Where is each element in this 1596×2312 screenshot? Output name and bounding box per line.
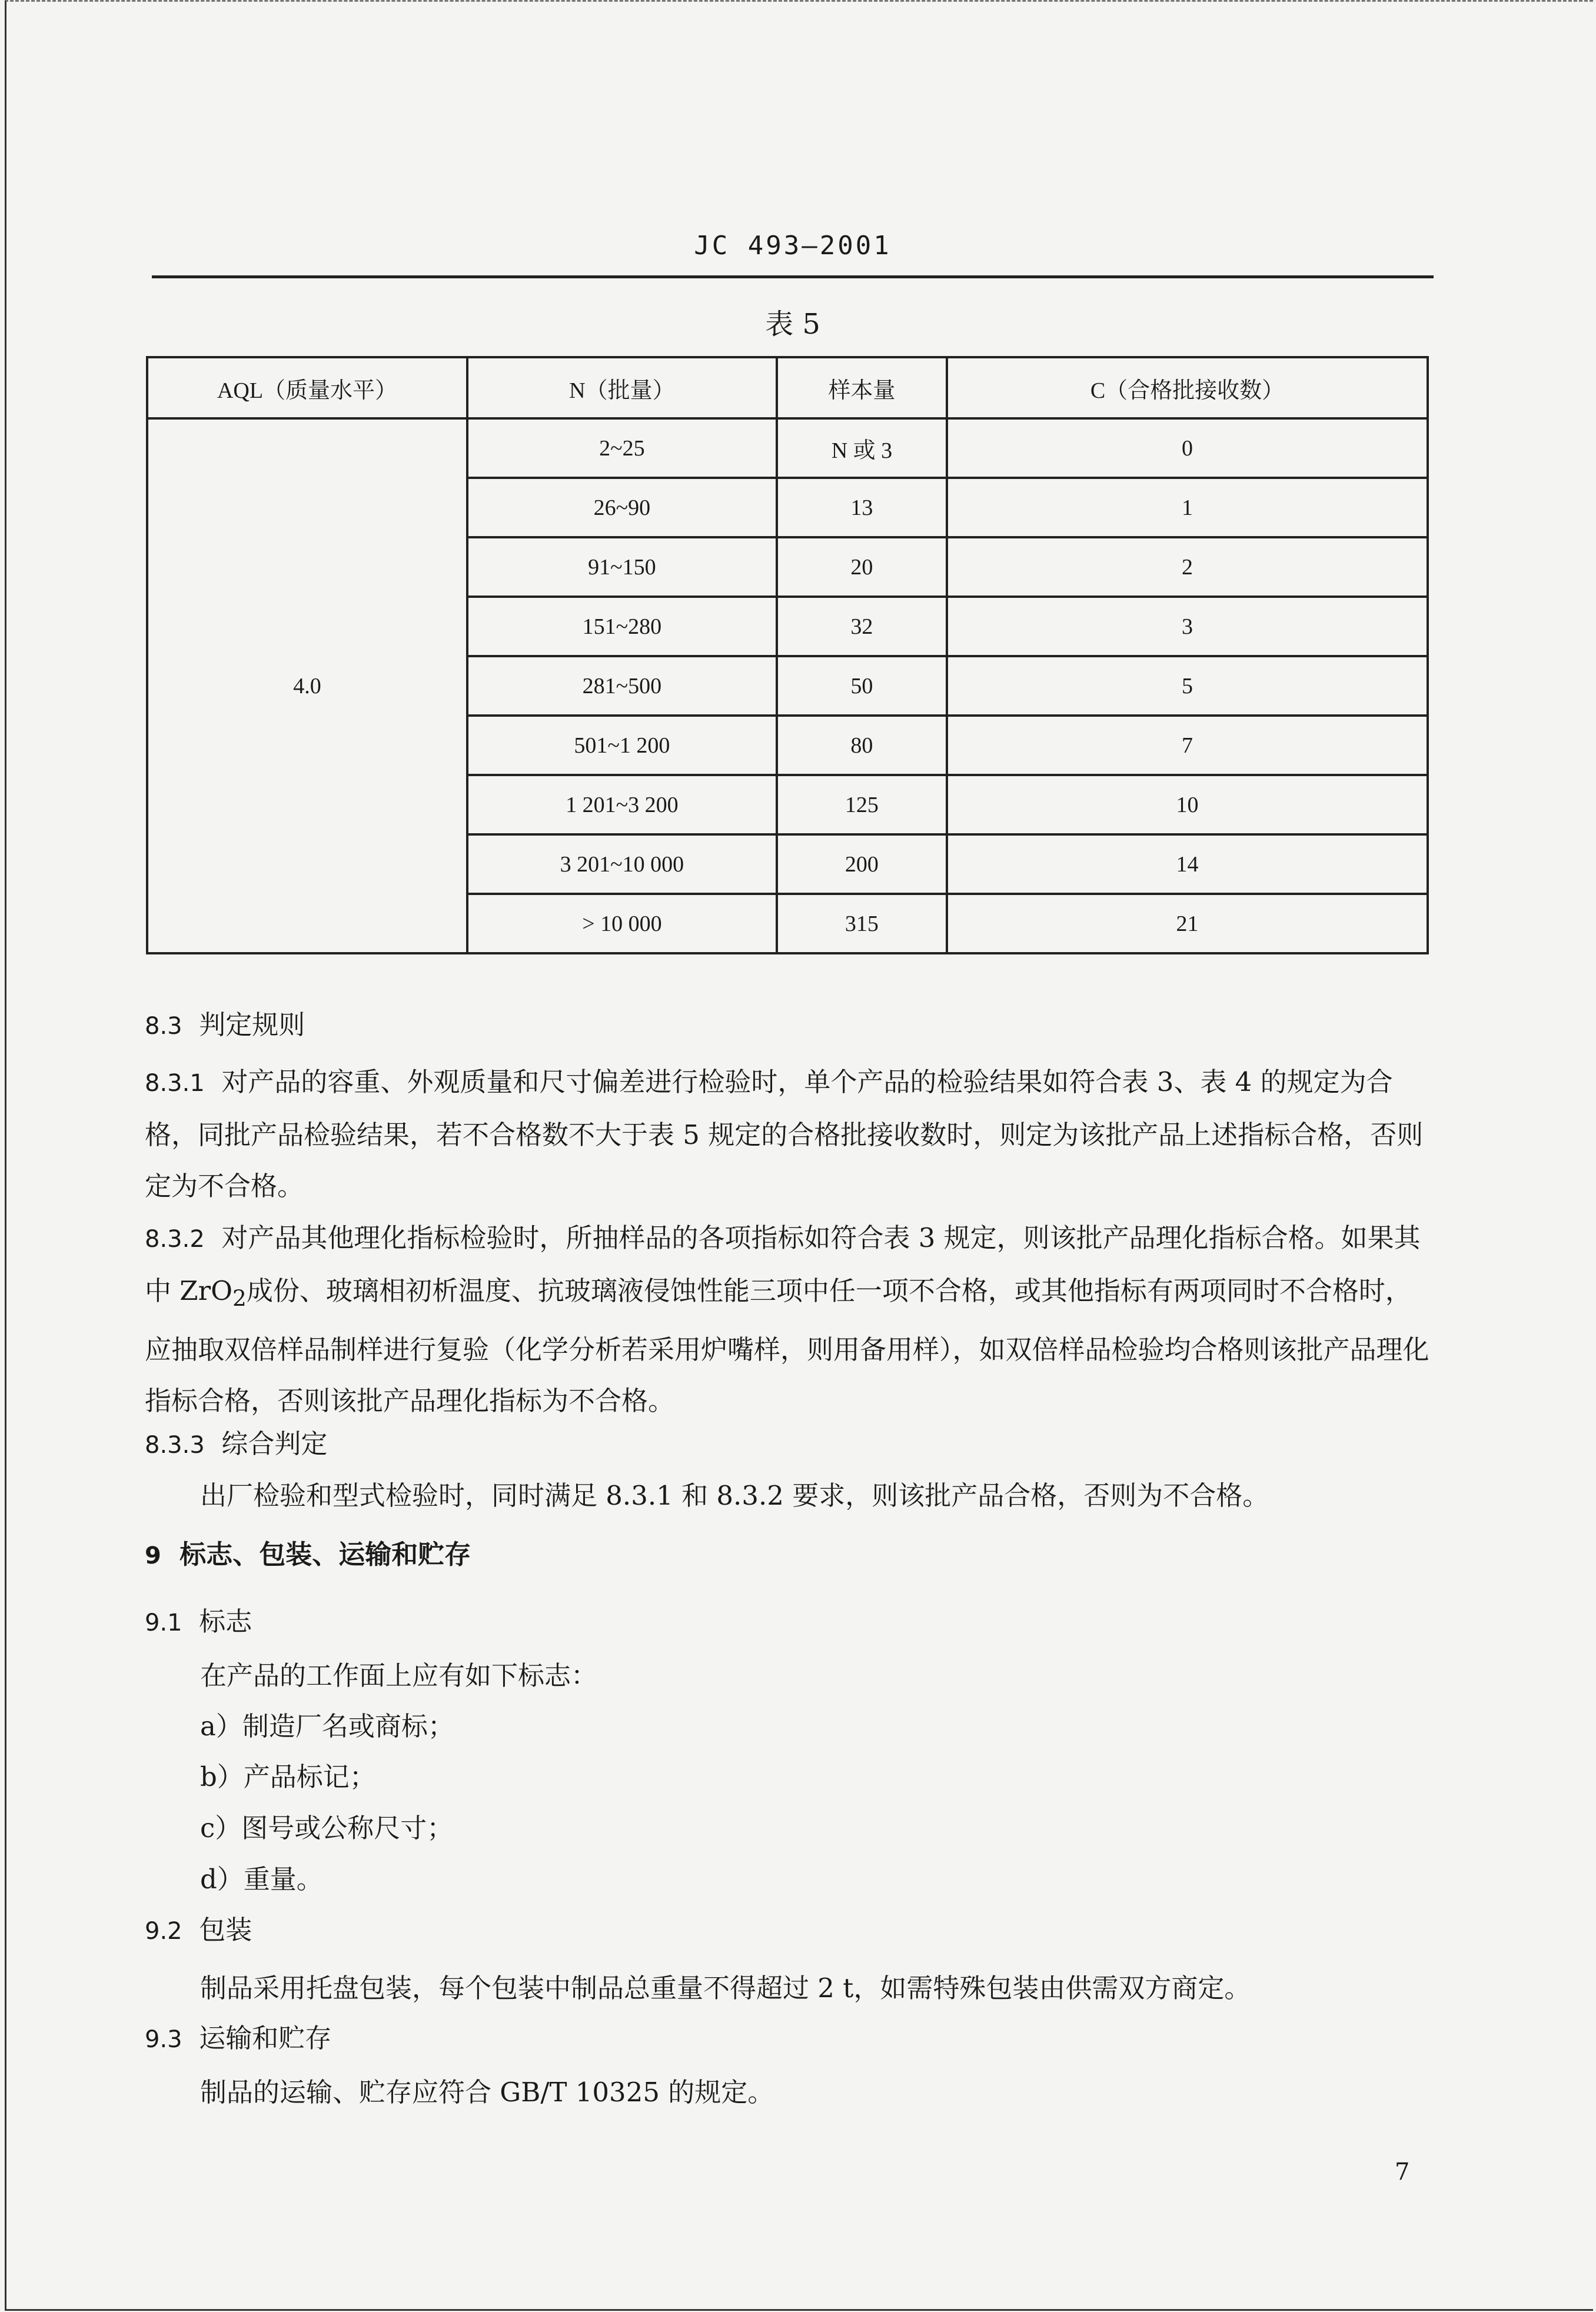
section-number: 9.2: [145, 1918, 182, 1945]
sample-cell: 20: [777, 537, 947, 597]
sample-cell: 13: [777, 478, 947, 537]
section-8-3-2: [145, 1212, 1434, 1426]
section-number: 9.1: [145, 1609, 182, 1636]
section-8-3-heading: [145, 999, 1434, 1052]
section-number: 8.3: [145, 1013, 182, 1040]
batch-cell: > 10 000: [467, 894, 777, 953]
subscript: 2: [232, 1285, 247, 1311]
list-item: c）图号或公称尺寸；: [200, 1812, 454, 1844]
section-number: 9: [145, 1542, 161, 1569]
batch-cell: 91~150: [467, 537, 777, 597]
sample-cell: 125: [777, 775, 947, 834]
section-9-2-text: 制品采用托盘包装，每个包装中制品总重量不得超过 2 t，如需特殊包装由供需双方商定。: [200, 1972, 1251, 2004]
header-aql: AQL（质量水平）: [147, 357, 467, 418]
section-title: 包装: [199, 1914, 252, 1945]
sample-cell: 32: [777, 597, 947, 656]
list-item: a）制造厂名或商标；: [200, 1711, 454, 1742]
list-item: d）重量。: [200, 1864, 323, 1895]
section-title: 运输和贮存: [199, 2022, 332, 2054]
aql-value: 4.0: [147, 418, 467, 953]
batch-cell: 501~1 200: [467, 716, 777, 775]
section-title: 综合判定: [221, 1428, 328, 1459]
batch-cell: 26~90: [467, 478, 777, 537]
section-text: 对产品的容重、外观质量和尺寸偏差进行检验时，单个产品的检验结果如符合表 3、表 4 的规定为合格，同批产品检验结果，若不合格数不大于表 5 规定的合格批接收数时，则定为该批产品上述指标合格，否则定为不合格。: [145, 1066, 1424, 1202]
section-number: 9.3: [145, 2026, 182, 2053]
accept-cell: 1: [947, 478, 1428, 537]
batch-cell: 2~25: [467, 418, 777, 478]
accept-cell: 2: [947, 537, 1428, 597]
accept-cell: 7: [947, 716, 1428, 775]
section-9-3-heading: [145, 2012, 1434, 2065]
header-sample-size: 样本量: [777, 357, 947, 418]
accept-cell: 3: [947, 597, 1428, 656]
section-number: 8.3.1: [145, 1070, 205, 1097]
accept-cell: 14: [947, 834, 1428, 894]
accept-cell: 5: [947, 656, 1428, 716]
batch-cell: 3 201~10 000: [467, 834, 777, 894]
batch-cell: 281~500: [467, 656, 777, 716]
sample-cell: 80: [777, 716, 947, 775]
section-8-3-3-text: 出厂检验和型式检验时，同时满足 8.3.1 和 8.3.2 要求，则该批产品合格，否则为不合格。: [200, 1480, 1269, 1511]
sample-cell: N 或 3: [777, 418, 947, 478]
standard-code-header: JC 493—2001: [694, 231, 892, 261]
table-header-row: [147, 357, 1428, 418]
section-title: 判定规则: [199, 1009, 305, 1040]
section-text-part-a: 对产品其他理化指标检验时，所抽样品的各项指标如符合表 3 规定，则该批产品理化指标合格。如果其中 ZrO: [145, 1222, 1421, 1306]
sample-cell: 200: [777, 834, 947, 894]
header-batch: N（批量）: [467, 357, 777, 418]
accept-cell: 10: [947, 775, 1428, 834]
table-row: [147, 418, 1428, 478]
batch-cell: 1 201~3 200: [467, 775, 777, 834]
table-title: 表 5: [765, 308, 820, 341]
section-9-heading: [145, 1529, 1434, 1582]
section-title: 标志、包装、运输和贮存: [179, 1539, 471, 1570]
accept-cell: 0: [947, 418, 1428, 478]
section-8-3-1: [145, 1056, 1434, 1212]
section-9-1-heading: [145, 1596, 1434, 1649]
section-9-1-intro: 在产品的工作面上应有如下标志：: [200, 1660, 598, 1691]
section-number: 8.3.3: [145, 1432, 205, 1459]
accept-cell: 21: [947, 894, 1428, 953]
header-rule: [152, 275, 1434, 278]
sample-cell: 50: [777, 656, 947, 716]
batch-cell: 151~280: [467, 597, 777, 656]
section-title: 标志: [199, 1606, 252, 1637]
section-9-3-text: 制品的运输、贮存应符合 GB/T 10325 的规定。: [200, 2077, 774, 2108]
section-text-part-b: 成份、玻璃相初析温度、抗玻璃液侵蚀性能三项中任一项不合格，或其他指标有两项同时不合格时，应抽取双倍样品制样进行复验（化学分析若采用炉嘴样，则用备用样），如双倍样品检验均合格则该批产品理化指标合格，否则该批产品理化指标为不合格。: [145, 1275, 1429, 1416]
section-8-3-3-heading: [145, 1418, 1434, 1471]
sample-cell: 315: [777, 894, 947, 953]
sampling-table: [146, 356, 1429, 954]
list-item: b）产品标记；: [200, 1761, 376, 1792]
section-number: 8.3.2: [145, 1226, 205, 1253]
header-accept-number: C（合格批接收数）: [947, 357, 1428, 418]
page-number: 7: [1395, 2158, 1410, 2185]
section-9-2-heading: [145, 1904, 1434, 1957]
